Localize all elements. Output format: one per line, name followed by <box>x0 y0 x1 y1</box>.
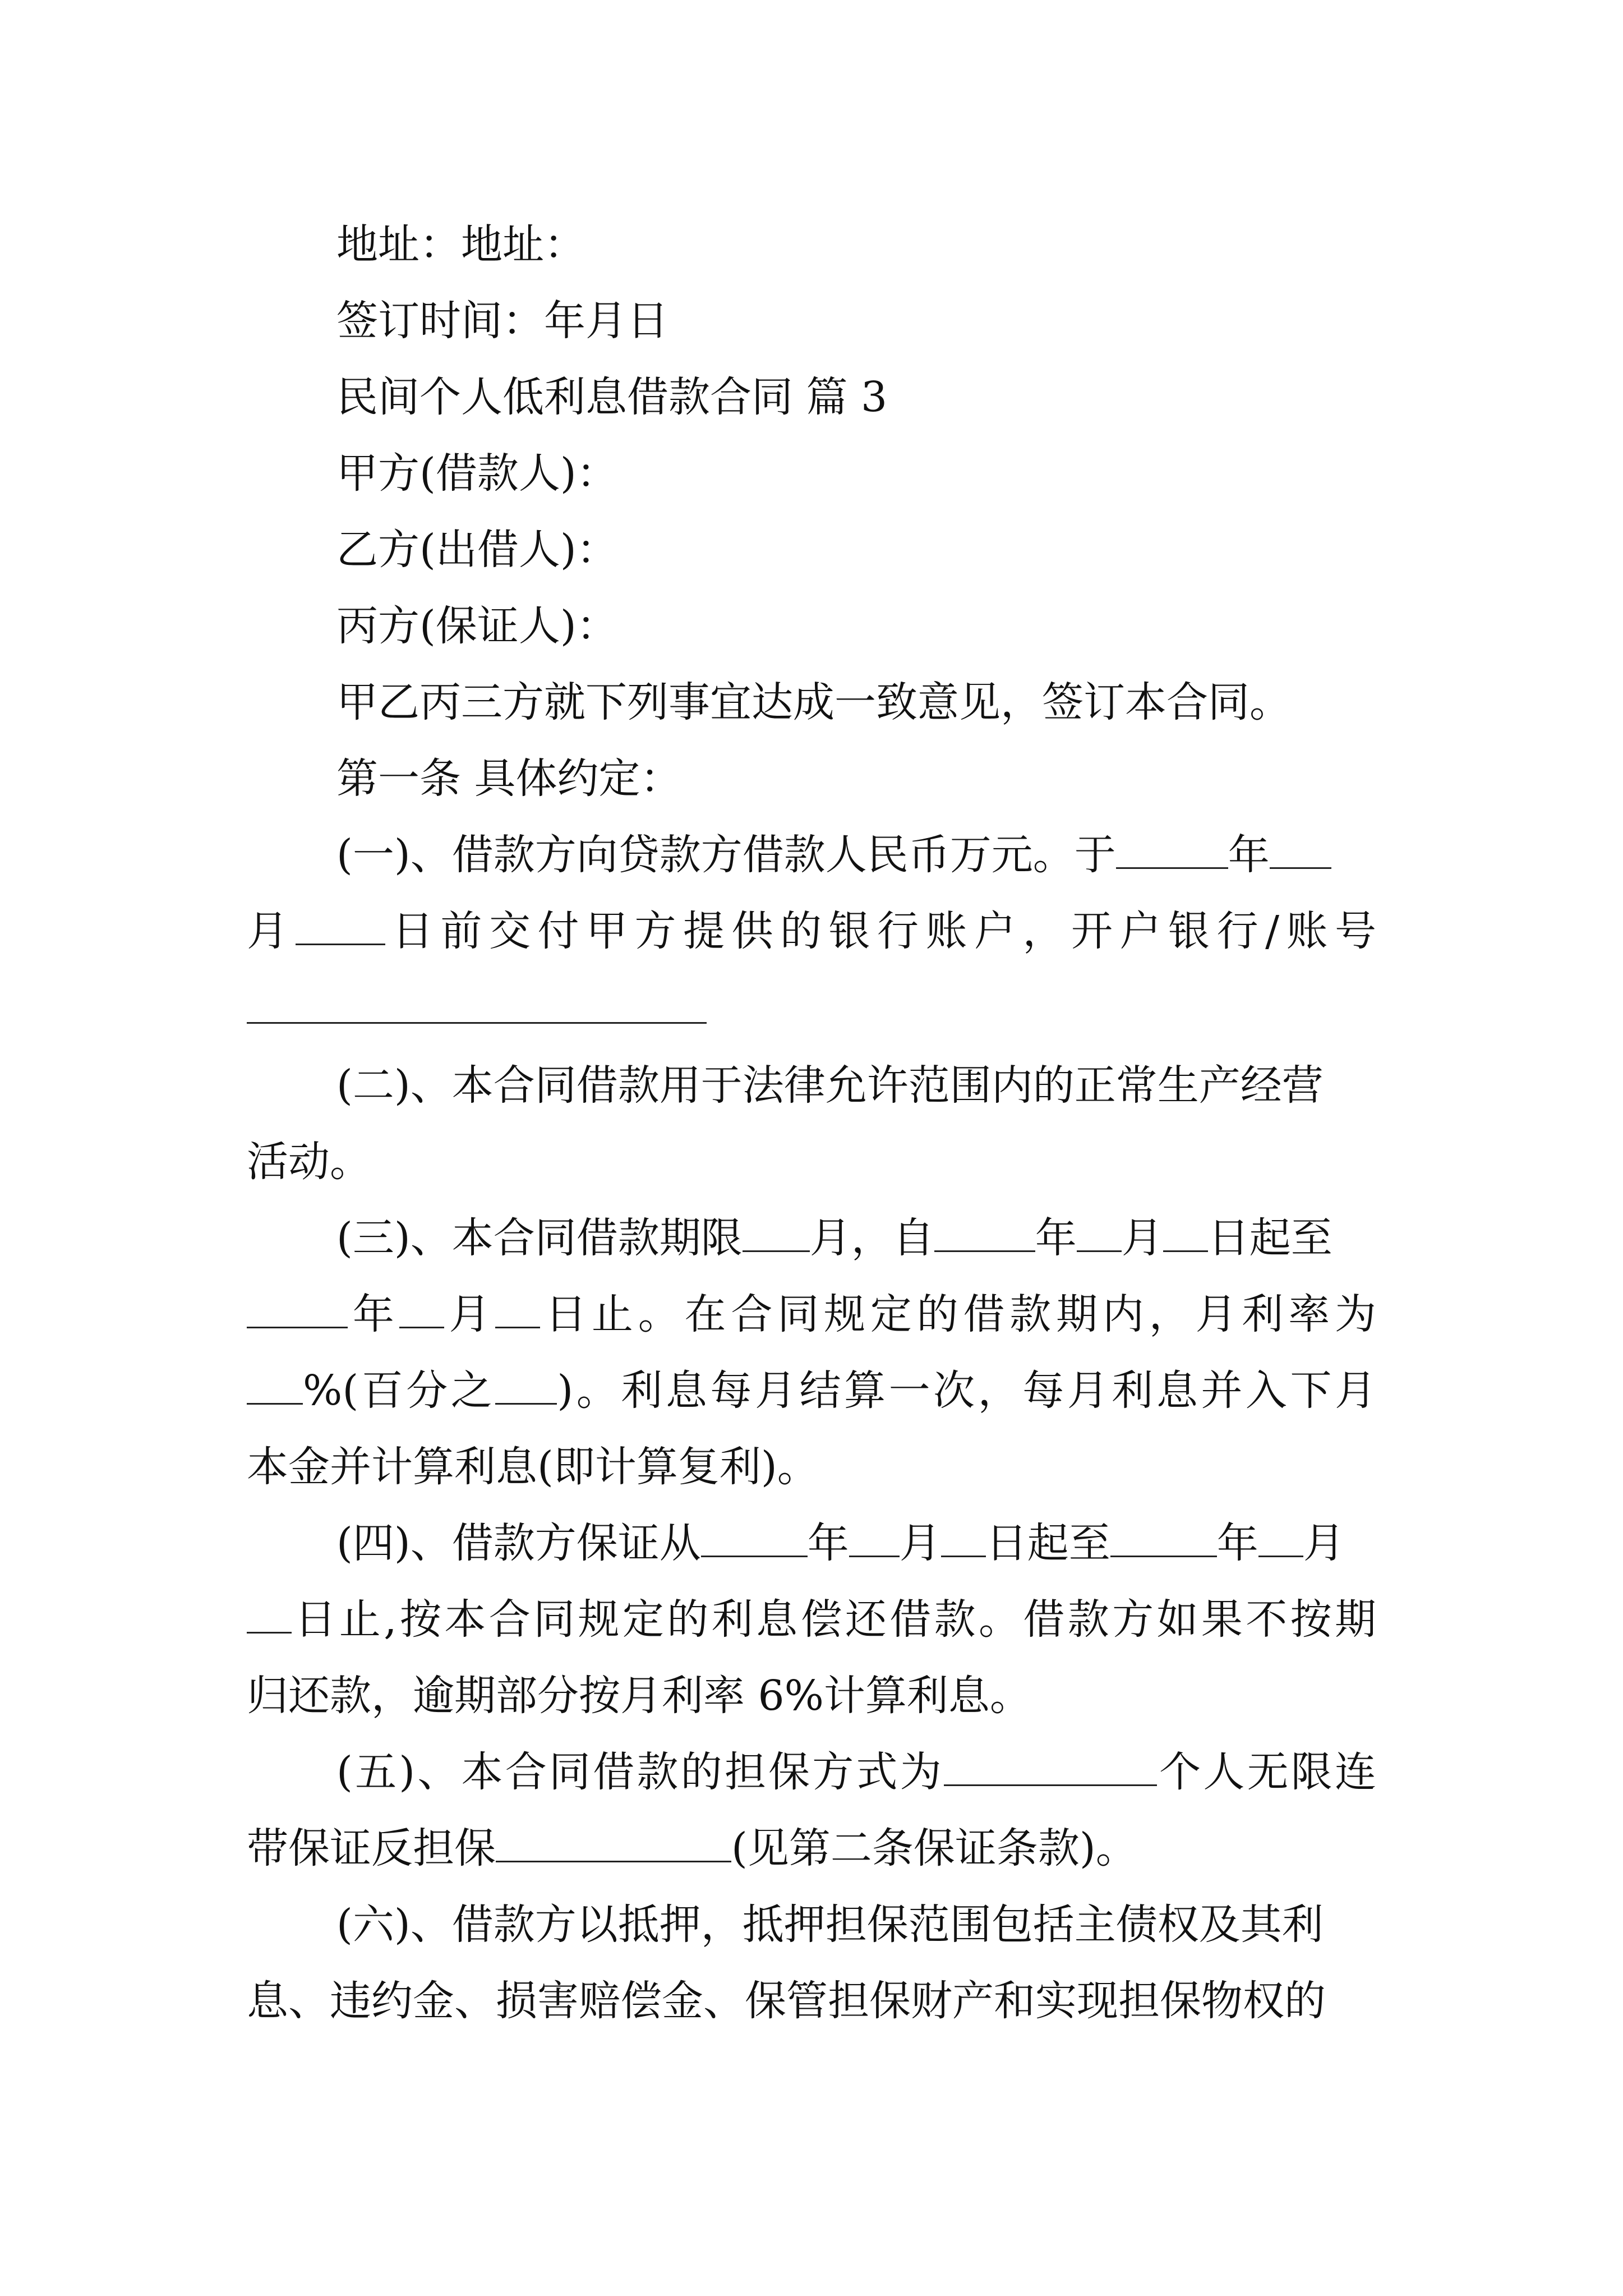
agreement-statement: 甲乙丙三方就下列事宜达成一致意见，签订本合同。 <box>336 678 1291 726</box>
clause-5-text: 带保证反担保 <box>247 1824 496 1872</box>
blank-field <box>1270 830 1331 869</box>
clause-5-text: (五)、本合同借款的担保方式为 <box>336 1748 944 1796</box>
clause-6-line-2: 息、违约金、损害赔偿金、保管担保财产和实现担保物权的 <box>247 1977 1326 2025</box>
blank-field <box>247 1595 292 1634</box>
month-label: 月 <box>899 1519 941 1567</box>
clause-3-text: 日止。在合同规定的借款期内，月利率为 <box>540 1290 1377 1338</box>
year-label: 年 <box>1228 831 1270 879</box>
clause-5-text: (见第二条保证条款)。 <box>731 1824 1137 1872</box>
clause-1-line-1 <box>336 827 1376 883</box>
party-b-line: 乙方(出借人)： <box>336 526 618 574</box>
clause-3-line-1 <box>336 1210 1376 1266</box>
blank-field <box>247 1366 303 1405</box>
clause-2-line-2: 活动。 <box>247 1138 371 1186</box>
clause-5-text: 个人无限连 <box>1156 1748 1376 1796</box>
clause-3-text: )。利息每月结算一次，每月利息并入下月 <box>557 1366 1376 1415</box>
address-line: 地址：地址： <box>336 220 585 269</box>
clause-4-text: 日起至 <box>985 1519 1110 1567</box>
month-label: 月 <box>1121 1214 1163 1262</box>
year-label: 年 <box>807 1519 849 1567</box>
clause-1-line-2 <box>247 903 1376 959</box>
account-blank-line <box>247 1022 707 1024</box>
clause-5-line-2 <box>247 1820 1137 1876</box>
month-label: 月 <box>1303 1519 1345 1567</box>
year-label: 年 <box>1035 1214 1077 1262</box>
blank-field <box>1163 1213 1208 1252</box>
clause-4-line-3: 归还款，逾期部分按月利率 6%计算利息。 <box>247 1672 1031 1720</box>
blank-field <box>701 1519 808 1557</box>
clause-5-line-1 <box>336 1744 1376 1800</box>
blank-field <box>849 1519 900 1557</box>
blank-field <box>1110 1519 1217 1557</box>
blank-field <box>296 907 385 945</box>
signing-date-line: 签订时间：年月日 <box>336 297 668 345</box>
year-label: 年 <box>1216 1519 1258 1567</box>
clause-3-text: 日起至 <box>1207 1214 1332 1262</box>
blank-field <box>399 1290 444 1328</box>
contract-title-line: 民间个人低利息借款合同 篇 3 <box>336 373 888 421</box>
blank-field <box>1258 1519 1303 1557</box>
clause-1-text: (一)、借款方向贷款方借款人民币万元。于 <box>336 831 1116 879</box>
clause-4-line-1 <box>336 1515 1376 1571</box>
blank-field <box>495 1290 540 1328</box>
clause-3-line-3 <box>247 1363 1376 1419</box>
clause-3-line-4: 本金并计算利息(即计算复利)。 <box>247 1443 819 1491</box>
clause-1-text-cont: 日前交付甲方提供的银行账户，开户银行/账号 <box>385 907 1377 955</box>
clause-2-line-1: (二)、本合同借款用于法律允许范围内的正常生产经营 <box>336 1061 1324 1110</box>
year-label: 年 <box>348 1290 399 1338</box>
blank-field <box>1116 830 1228 869</box>
blank-field <box>247 1290 348 1328</box>
blank-field <box>495 1366 557 1405</box>
clause-3-text: (三)、本合同借款期限 <box>336 1214 743 1262</box>
blank-field <box>944 1747 1157 1786</box>
blank-field <box>496 1824 731 1862</box>
clause-3-text: %(百分之 <box>303 1366 496 1415</box>
clause-3-text: 月，自 <box>809 1214 934 1262</box>
article-one-heading: 第一条 具体约定： <box>336 754 682 803</box>
clause-3-line-2 <box>247 1286 1376 1342</box>
clause-4-line-2 <box>247 1591 1376 1648</box>
party-a-line: 甲方(借款人)： <box>336 449 618 498</box>
party-c-line: 丙方(保证人)： <box>336 602 618 650</box>
clause-4-text: (四)、借款方保证从 <box>336 1519 701 1567</box>
blank-field <box>941 1519 986 1557</box>
month-label: 月 <box>444 1290 496 1338</box>
blank-field <box>934 1213 1035 1252</box>
clause-6-line-1: (六)、借款方以抵押，抵押担保范围包括主债权及其利 <box>336 1901 1324 1949</box>
blank-field <box>743 1213 810 1252</box>
blank-field <box>1077 1213 1122 1252</box>
clause-4-text: 日止,按本合同规定的利息偿还借款。借款方如果不按期 <box>292 1595 1376 1644</box>
month-label: 月 <box>247 907 296 955</box>
